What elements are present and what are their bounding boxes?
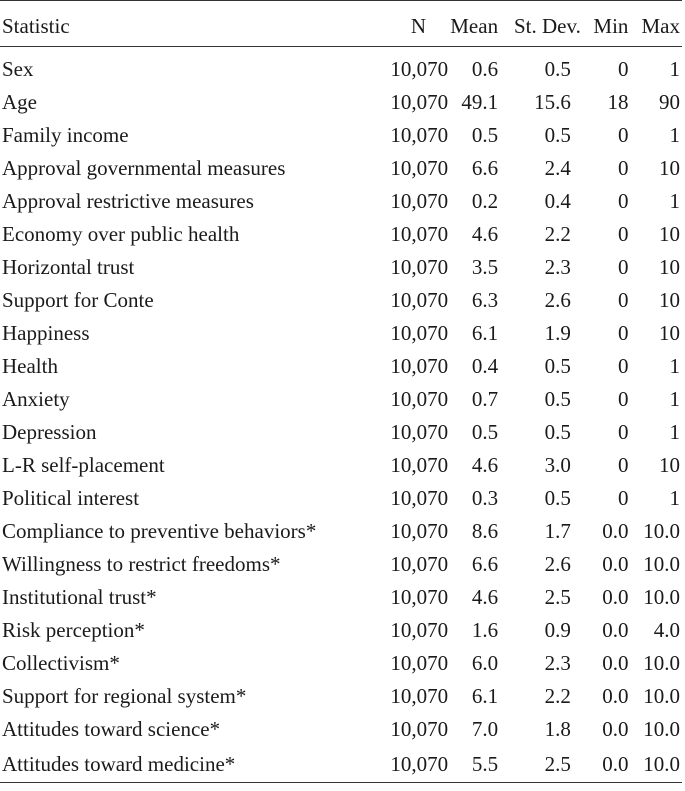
table-row <box>0 152 682 185</box>
cell-statistic: Health <box>2 354 58 378</box>
cell-max: 10 <box>659 255 680 279</box>
cell-min: 0 <box>617 255 629 279</box>
cell-st-dev: 2.3 <box>544 255 571 279</box>
cell-n: 10,070 <box>390 585 449 609</box>
cell-min: 18 <box>607 90 629 114</box>
table-row <box>0 317 682 350</box>
table-row <box>0 47 682 87</box>
cell-min: 0 <box>617 354 629 378</box>
cell-st-dev: 0.5 <box>544 57 571 81</box>
cell-mean: 6.1 <box>471 321 499 345</box>
table-header <box>0 1 682 47</box>
cell-max: 10 <box>659 453 680 477</box>
cell-mean: 8.6 <box>471 519 499 543</box>
cell-statistic: Collectivism* <box>2 651 120 675</box>
cell-statistic: Attitudes toward science* <box>2 717 221 741</box>
cell-st-dev: 0.9 <box>544 618 571 642</box>
table-row <box>0 647 682 680</box>
cell-min: 0.0 <box>602 684 629 708</box>
cell-min: 0 <box>617 321 629 345</box>
cell-n: 10,070 <box>390 123 449 147</box>
cell-statistic: Political interest <box>2 486 140 510</box>
cell-max: 90 <box>659 90 680 114</box>
cell-min: 0.0 <box>602 519 629 543</box>
cell-n: 10,070 <box>390 651 449 675</box>
cell-n: 10,070 <box>390 717 449 741</box>
header-statistic: Statistic <box>0 1 355 47</box>
cell-mean: 7.0 <box>471 717 499 741</box>
cell-max: 10.0 <box>628 746 682 783</box>
table-row <box>0 119 682 152</box>
table-row <box>0 482 682 515</box>
cell-n: 10,070 <box>355 746 450 783</box>
cell-n: 10,070 <box>390 354 449 378</box>
cell-max: 10 <box>659 222 680 246</box>
cell-st-dev: 0.5 <box>544 387 571 411</box>
cell-st-dev: 2.5 <box>500 746 583 783</box>
cell-statistic: Sex <box>2 57 34 81</box>
header-mean: Mean <box>450 1 500 47</box>
cell-min: 0 <box>617 57 629 81</box>
cell-max: 1 <box>669 189 680 213</box>
table-row <box>0 581 682 614</box>
cell-n: 10,070 <box>390 288 449 312</box>
cell-statistic: Economy over public health <box>2 222 240 246</box>
cell-mean: 0.2 <box>471 189 499 213</box>
table-row <box>0 548 682 581</box>
cell-statistic: Attitudes toward medicine* <box>0 746 355 783</box>
table-row <box>0 218 682 251</box>
cell-min: 0.0 <box>602 585 629 609</box>
cell-n: 10,070 <box>390 321 449 345</box>
cell-min: 0 <box>617 387 629 411</box>
cell-statistic: Willingness to restrict freedoms* <box>2 552 281 576</box>
header-max: Max <box>628 1 682 47</box>
table-row <box>0 515 682 548</box>
table-row <box>0 251 682 284</box>
cell-statistic: Horizontal trust <box>2 255 135 279</box>
cell-statistic: Depression <box>2 420 97 444</box>
cell-mean: 0.4 <box>471 354 499 378</box>
cell-min: 0.0 <box>583 746 629 783</box>
cell-n: 10,070 <box>390 486 449 510</box>
cell-max: 10.0 <box>643 552 680 576</box>
table-row <box>0 350 682 383</box>
cell-min: 0.0 <box>602 618 629 642</box>
cell-min: 0 <box>617 288 629 312</box>
table-row <box>0 614 682 647</box>
cell-mean: 1.6 <box>471 618 499 642</box>
cell-st-dev: 0.4 <box>544 189 571 213</box>
cell-min: 0.0 <box>602 552 629 576</box>
cell-max: 10.0 <box>643 651 680 675</box>
cell-n: 10,070 <box>390 90 449 114</box>
table-body <box>0 47 682 783</box>
cell-mean: 0.5 <box>471 420 499 444</box>
table-row <box>0 383 682 416</box>
cell-st-dev: 2.5 <box>544 585 571 609</box>
cell-mean: 6.1 <box>471 684 499 708</box>
cell-st-dev: 0.5 <box>544 123 571 147</box>
cell-st-dev: 2.3 <box>544 651 571 675</box>
cell-n: 10,070 <box>390 420 449 444</box>
table-row <box>0 185 682 218</box>
cell-statistic: Approval governmental measures <box>2 156 286 180</box>
cell-max: 1 <box>669 57 680 81</box>
cell-statistic: Support for regional system* <box>2 684 247 708</box>
cell-min: 0 <box>617 453 629 477</box>
cell-st-dev: 2.4 <box>544 156 571 180</box>
cell-min: 0.0 <box>602 717 629 741</box>
cell-st-dev: 2.6 <box>544 288 571 312</box>
cell-max: 10 <box>659 321 680 345</box>
cell-mean: 0.3 <box>471 486 499 510</box>
cell-max: 1 <box>669 420 680 444</box>
cell-mean: 6.3 <box>471 288 499 312</box>
cell-statistic: Family income <box>2 123 129 147</box>
cell-st-dev: 0.5 <box>544 420 571 444</box>
cell-statistic: Institutional trust* <box>2 585 157 609</box>
cell-max: 1 <box>669 123 680 147</box>
cell-max: 1 <box>669 354 680 378</box>
cell-min: 0 <box>617 486 629 510</box>
cell-mean: 4.6 <box>471 222 499 246</box>
table-row <box>0 284 682 317</box>
cell-statistic: L-R self-placement <box>2 453 165 477</box>
cell-mean: 4.6 <box>471 453 499 477</box>
cell-max: 1 <box>669 387 680 411</box>
cell-st-dev: 2.6 <box>544 552 571 576</box>
cell-max: 10.0 <box>643 519 680 543</box>
cell-mean: 0.5 <box>471 123 499 147</box>
cell-mean: 3.5 <box>471 255 499 279</box>
cell-mean: 4.6 <box>471 585 499 609</box>
cell-n: 10,070 <box>390 684 449 708</box>
cell-st-dev: 1.7 <box>544 519 571 543</box>
cell-n: 10,070 <box>390 255 449 279</box>
cell-n: 10,070 <box>390 618 449 642</box>
cell-n: 10,070 <box>390 552 449 576</box>
cell-n: 10,070 <box>390 387 449 411</box>
cell-mean: 0.7 <box>471 387 499 411</box>
cell-min: 0.0 <box>602 651 629 675</box>
cell-st-dev: 1.8 <box>544 717 571 741</box>
cell-statistic: Age <box>2 90 37 114</box>
cell-n: 10,070 <box>390 189 449 213</box>
cell-max: 10.0 <box>643 585 680 609</box>
cell-st-dev: 15.6 <box>534 90 571 114</box>
cell-st-dev: 2.2 <box>544 684 571 708</box>
cell-n: 10,070 <box>390 57 449 81</box>
cell-max: 10 <box>659 288 680 312</box>
table-row <box>0 680 682 713</box>
cell-mean: 6.6 <box>471 156 499 180</box>
table-row <box>0 86 682 119</box>
header-st-dev: St. Dev. <box>500 1 583 47</box>
cell-statistic: Support for Conte <box>2 288 154 312</box>
table-row <box>0 746 682 783</box>
header-row <box>0 1 682 47</box>
cell-statistic: Risk perception* <box>2 618 145 642</box>
cell-max: 10.0 <box>643 684 680 708</box>
cell-mean: 0.6 <box>471 57 499 81</box>
cell-min: 0 <box>617 156 629 180</box>
cell-mean: 5.5 <box>450 746 500 783</box>
cell-statistic: Happiness <box>2 321 90 345</box>
header-n: N <box>355 1 450 47</box>
cell-mean: 49.1 <box>461 90 499 114</box>
cell-min: 0 <box>617 189 629 213</box>
cell-n: 10,070 <box>390 453 449 477</box>
table-row <box>0 713 682 746</box>
header-min: Min <box>583 1 629 47</box>
cell-max: 4.0 <box>653 618 680 642</box>
cell-n: 10,070 <box>390 222 449 246</box>
cell-st-dev: 0.5 <box>544 354 571 378</box>
cell-max: 1 <box>669 486 680 510</box>
cell-mean: 6.0 <box>471 651 499 675</box>
cell-min: 0 <box>617 222 629 246</box>
cell-statistic: Compliance to preventive behaviors* <box>2 519 317 543</box>
cell-n: 10,070 <box>390 156 449 180</box>
cell-st-dev: 1.9 <box>544 321 571 345</box>
table-row <box>0 416 682 449</box>
cell-statistic: Approval restrictive measures <box>2 189 254 213</box>
cell-st-dev: 2.2 <box>544 222 571 246</box>
cell-min: 0 <box>617 123 629 147</box>
cell-n: 10,070 <box>390 519 449 543</box>
cell-st-dev: 3.0 <box>544 453 571 477</box>
table-row <box>0 449 682 482</box>
cell-statistic: Anxiety <box>2 387 70 411</box>
cell-mean: 6.6 <box>471 552 499 576</box>
cell-min: 0 <box>617 420 629 444</box>
cell-max: 10 <box>659 156 680 180</box>
cell-max: 10.0 <box>643 717 680 741</box>
cell-st-dev: 0.5 <box>544 486 571 510</box>
